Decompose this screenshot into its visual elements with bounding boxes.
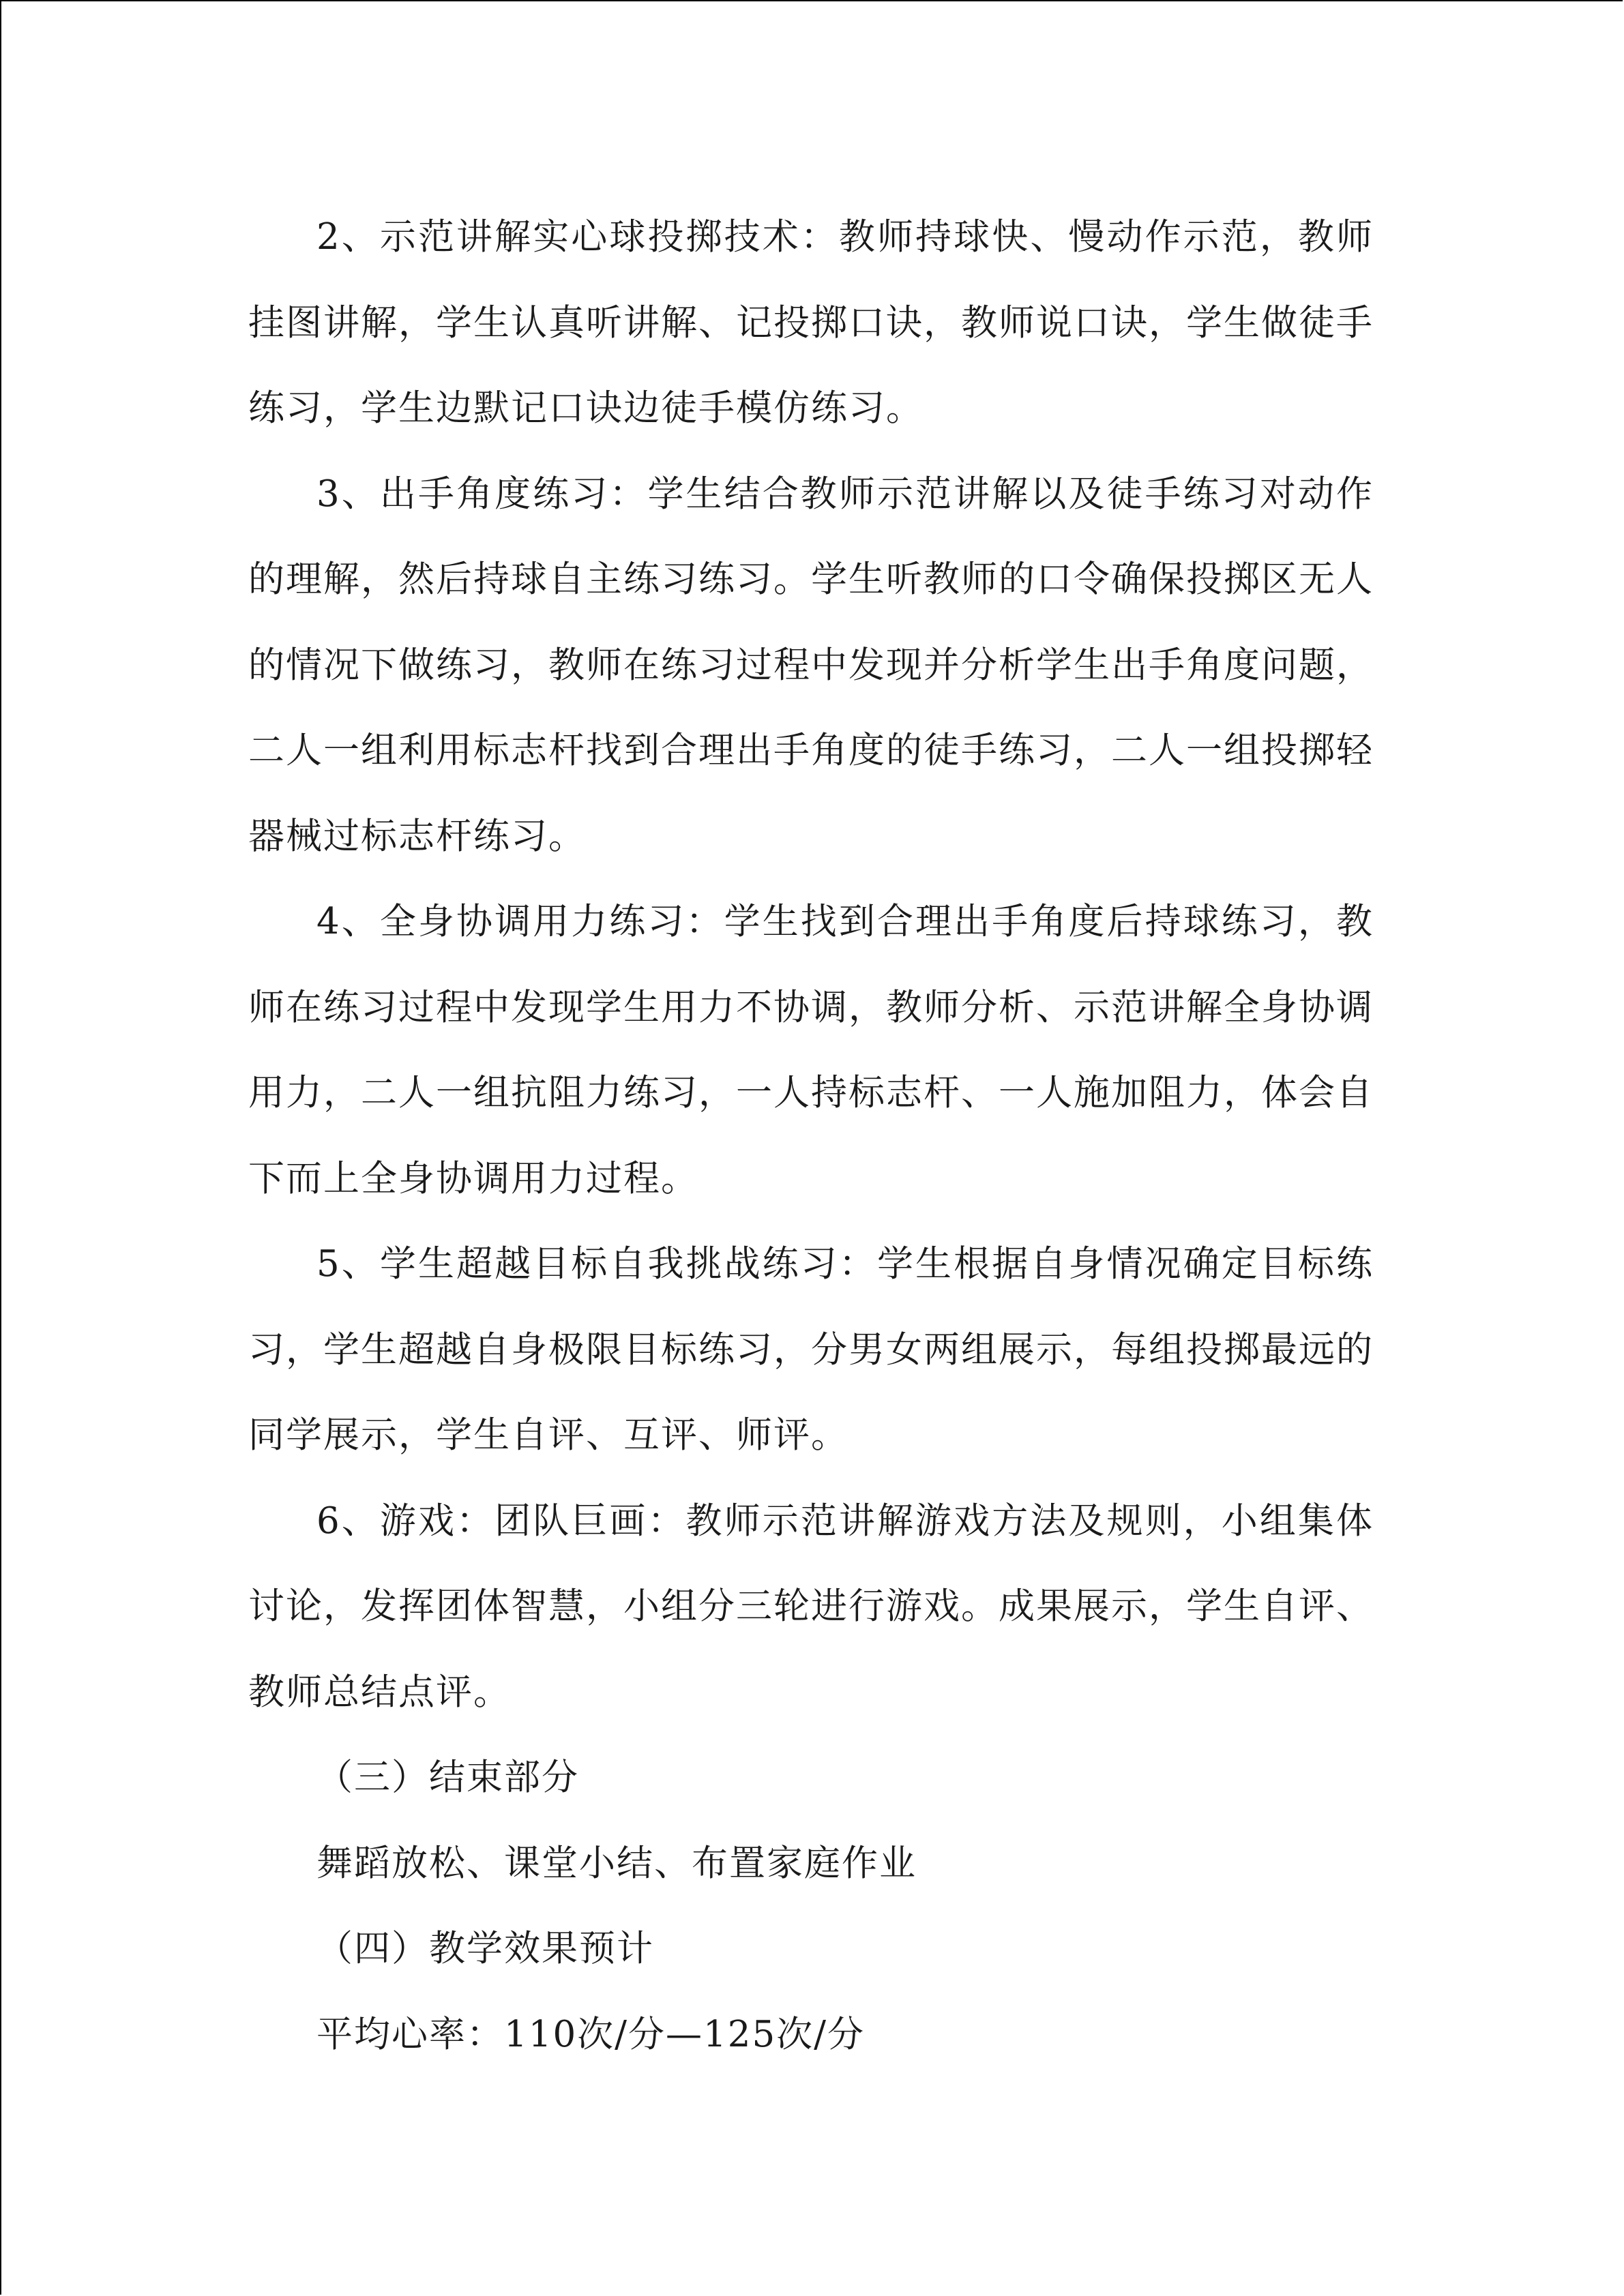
section-heading-effect: （四）教学效果预计 (316, 1928, 654, 1969)
section-heading-ending: （三）结束部分 (316, 1757, 579, 1798)
paragraph-release-angle: 3、出手角度练习：学生结合教师示范讲解以及徒手练习对动作的理解，然后持球自主练习练习。学生听教师的口令确保投掷区无人的情况下做练习，教师在练习过程中发现并分析学生出手角度问题，二人一组利用标志杆找到合理出手角度的徒手练习，二人一组投掷轻器械过标志杆练习。 (248, 473, 1374, 857)
paragraph-game: 6、游戏：团队巨画：教师示范讲解游戏方法及规则，小组集体讨论，发挥团体智慧，小组分三轮进行游戏。成果展示，学生自评、教师总结点评。 (248, 1500, 1374, 1713)
average-heart-rate: 平均心率：110次/分—125次/分 (316, 2013, 866, 2055)
ending-activities: 舞蹈放松、课堂小结、布置家庭作业 (316, 1842, 917, 1884)
document-body (248, 194, 1374, 2077)
paragraph-self-challenge: 5、学生超越目标自我挑战练习：学生根据自身情况确定目标练习，学生超越自身极限目标练习，分男女两组展示，每组投掷最远的同学展示，学生自评、互评、师评。 (248, 1243, 1374, 1456)
paragraph-coordination: 4、全身协调用力练习：学生找到合理出手角度后持球练习，教师在练习过程中发现学生用力不协调，教师分析、示范讲解全身协调用力，二人一组抗阻力练习，一人持标志杆、一人施加阻力，体会自下而上全身协调用力过程。 (248, 901, 1374, 1199)
paragraph-demonstration: 2、示范讲解实心球投掷技术：教师持球快、慢动作示范，教师挂图讲解，学生认真听讲解、记投掷口诀，教师说口诀，学生做徒手练习，学生边默记口诀边徒手模仿练习。 (248, 216, 1374, 429)
